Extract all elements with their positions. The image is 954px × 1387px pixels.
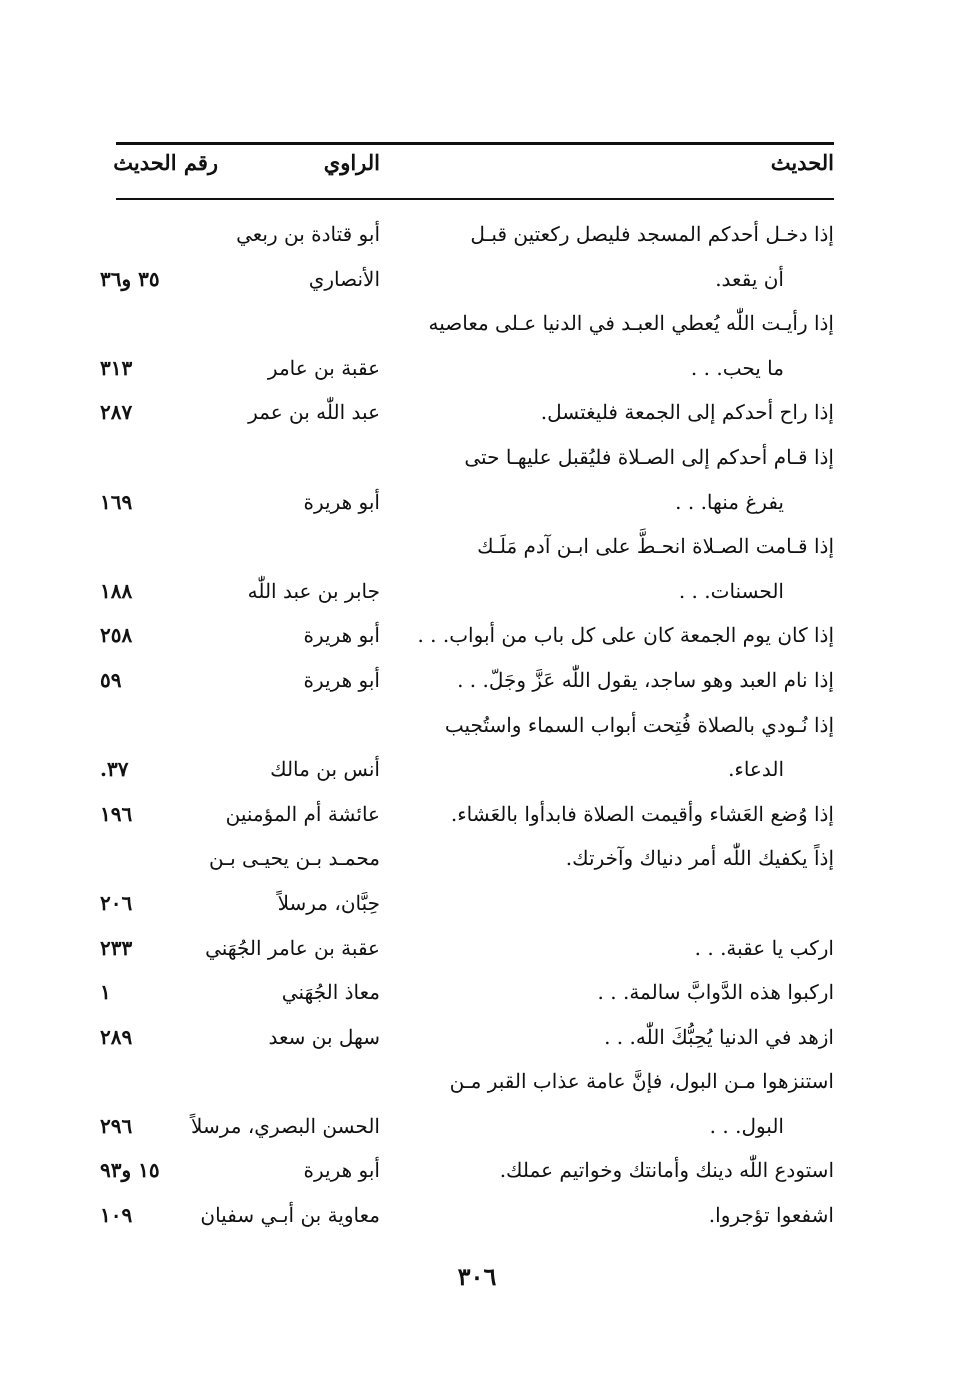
- table-row: [0, 970, 954, 1015]
- hadith-number: [100, 435, 210, 480]
- hadith-number: ١٩٦: [100, 801, 133, 826]
- table-row: [0, 1015, 954, 1060]
- hadith-text: اركب يا عقبة. . .: [694, 935, 834, 960]
- table-row: [0, 346, 954, 391]
- narrator-name: معاذ الجُهَني: [281, 980, 380, 1005]
- hadith-text: اركبوا هذه الدَّوابَّ سالمة. . .: [597, 980, 834, 1005]
- hadith-text: الدعاء.: [728, 757, 784, 782]
- table-row: [0, 301, 954, 346]
- hadith-text: إذا قـامت الصـلاة انحـطَّ على ابـن آدم مَلَـك: [477, 534, 834, 559]
- narrator-name: حِبَّان، مرسلاً: [277, 890, 380, 915]
- hadith-number: [100, 524, 210, 569]
- narrator-name: أبو هريرة: [303, 1158, 380, 1183]
- table-row: [0, 792, 954, 837]
- narrator-name: عقبة بن عامر الجُهَني: [205, 935, 380, 960]
- table-row: [0, 1104, 954, 1149]
- narrator-name: أبو هريرة: [303, 623, 380, 648]
- narrator-name: [180, 435, 380, 480]
- hadith-number: [100, 1059, 210, 1104]
- table-row: [0, 212, 954, 257]
- table-row: [0, 613, 954, 658]
- hadith-number: [100, 703, 210, 748]
- table-row: [0, 747, 954, 792]
- hadith-text: إذا نام العبد وهو ساجد، يقول اللّٰه عَزَّ وجَلّ. . .: [457, 667, 834, 692]
- hadith-text: إذا راح أحدكم إلى الجمعة فليغتسل.: [540, 400, 834, 425]
- narrator-name: الحسن البصري، مرسلاً: [191, 1113, 380, 1138]
- table-row: [0, 390, 954, 435]
- hadith-number: [100, 212, 210, 257]
- hadith-number: ٢٥٨: [100, 623, 133, 648]
- hadith-number: [100, 301, 210, 346]
- narrator-name: عبد اللّٰه بن عمر: [248, 400, 380, 425]
- hadith-number: ٣٥ و٣٦: [100, 266, 160, 291]
- header-bottom-rule: [116, 198, 834, 200]
- narrator-name: عقبة بن عامر: [267, 355, 380, 380]
- narrator-name: جابر بن عبد اللّٰه: [247, 578, 380, 603]
- hadith-text: أن يقعد.: [715, 266, 784, 291]
- hadith-number: ٢٠٦: [100, 890, 133, 915]
- narrator-name: محمـد بـن يحيـى بـن: [209, 846, 380, 871]
- hadith-number: ١٠٩: [100, 1203, 133, 1228]
- narrator-name: [180, 703, 380, 748]
- hadith-number: ٢٨٩: [100, 1024, 133, 1049]
- narrator-name: أبو قتادة بن ربعي: [236, 222, 380, 246]
- hadith-text: إذا وُضع العَشاء وأقيمت الصلاة فابدأوا بالعَشاء.: [450, 801, 834, 826]
- hadith-number: ٢٩٦: [100, 1113, 133, 1138]
- hadith-number: ٢٨٧: [100, 400, 133, 425]
- column-header-number: رقم الحديث: [113, 150, 218, 175]
- hadith-number: ٢٣٣: [100, 935, 133, 960]
- narrator-name: معاوية بن أبـي سفيان: [200, 1203, 380, 1228]
- hadith-text: البول. . .: [709, 1113, 784, 1138]
- table-row: [0, 435, 954, 480]
- narrator-name: عائشة أم المؤمنين: [225, 801, 380, 826]
- hadith-number: ١٨٨: [100, 578, 133, 603]
- narrator-name: أبو هريرة: [303, 667, 380, 692]
- narrator-name: أنس بن مالك: [270, 757, 380, 782]
- hadith-text: اشفعوا تؤجروا.: [708, 1203, 834, 1228]
- table-row: [0, 836, 954, 881]
- hadith-number: [100, 836, 210, 881]
- table-row: [0, 703, 954, 748]
- narrator-name: [180, 301, 380, 346]
- column-header-hadith: الحديث: [770, 150, 834, 175]
- table-row: [0, 926, 954, 971]
- hadith-text: الحسنات. . .: [678, 578, 784, 603]
- narrator-name: [180, 1059, 380, 1104]
- hadith-number: ١٦٩: [100, 489, 133, 514]
- table-row: [0, 524, 954, 569]
- table-row: [0, 881, 954, 926]
- hadith-text: إذا دخـل أحدكم المسجد فليصل ركعتين قبـل: [470, 222, 834, 246]
- hadith-text: إذا قـام أحدكم إلى الصـلاة فليُقبل عليهـا حتى: [464, 444, 834, 469]
- narrator-name: سهل بن سعد: [268, 1024, 380, 1049]
- hadith-text: إذاً يكفيك اللّٰه أمر دنياك وآخرتك.: [565, 846, 834, 871]
- header-top-rule: [116, 142, 834, 145]
- hadith-text: إذا رأيـت اللّٰه يُعطي العبـد في الدنيا عـلى معاصيه: [428, 311, 834, 336]
- hadith-text: ما يحب. . .: [690, 355, 784, 380]
- hadith-index-table: [0, 212, 954, 1238]
- hadith-number: ١: [100, 980, 111, 1005]
- hadith-text: استودع اللّٰه دينك وأمانتك وخواتيم عملك.: [499, 1158, 834, 1183]
- table-row: [0, 1148, 954, 1193]
- hadith-number: ٣٧.: [100, 757, 129, 782]
- hadith-text: يفرغ منها. . .: [675, 489, 784, 514]
- table-row: [0, 480, 954, 525]
- hadith-text: استنزهوا مـن البول، فإنَّ عامة عذاب القبر مـن: [449, 1069, 834, 1094]
- table-row: [0, 1193, 954, 1238]
- hadith-text: إذا نُـودي بالصلاة فُتِحت أبواب السماء واستُجيب: [444, 712, 834, 737]
- narrator-name: الأنصاري: [308, 266, 380, 291]
- page-number: ٣٠٦: [457, 1262, 497, 1291]
- column-header-narrator: الراوي: [323, 150, 380, 175]
- table-row: [0, 257, 954, 302]
- hadith-text: إذا كان يوم الجمعة كان على كل باب من أبواب. . .: [417, 623, 834, 648]
- hadith-number: ٥٩: [100, 667, 122, 692]
- hadith-text: ازهد في الدنيا يُحِبُّكَ اللّٰه. . .: [604, 1024, 834, 1049]
- hadith-number: ٣١٣: [100, 355, 133, 380]
- narrator-name: أبو هريرة: [303, 489, 380, 514]
- table-row: [0, 658, 954, 703]
- narrator-name: [180, 524, 380, 569]
- hadith-text: [404, 881, 834, 926]
- table-row: [0, 1059, 954, 1104]
- hadith-number: ١٥ و٩٣: [100, 1158, 160, 1183]
- table-row: [0, 569, 954, 614]
